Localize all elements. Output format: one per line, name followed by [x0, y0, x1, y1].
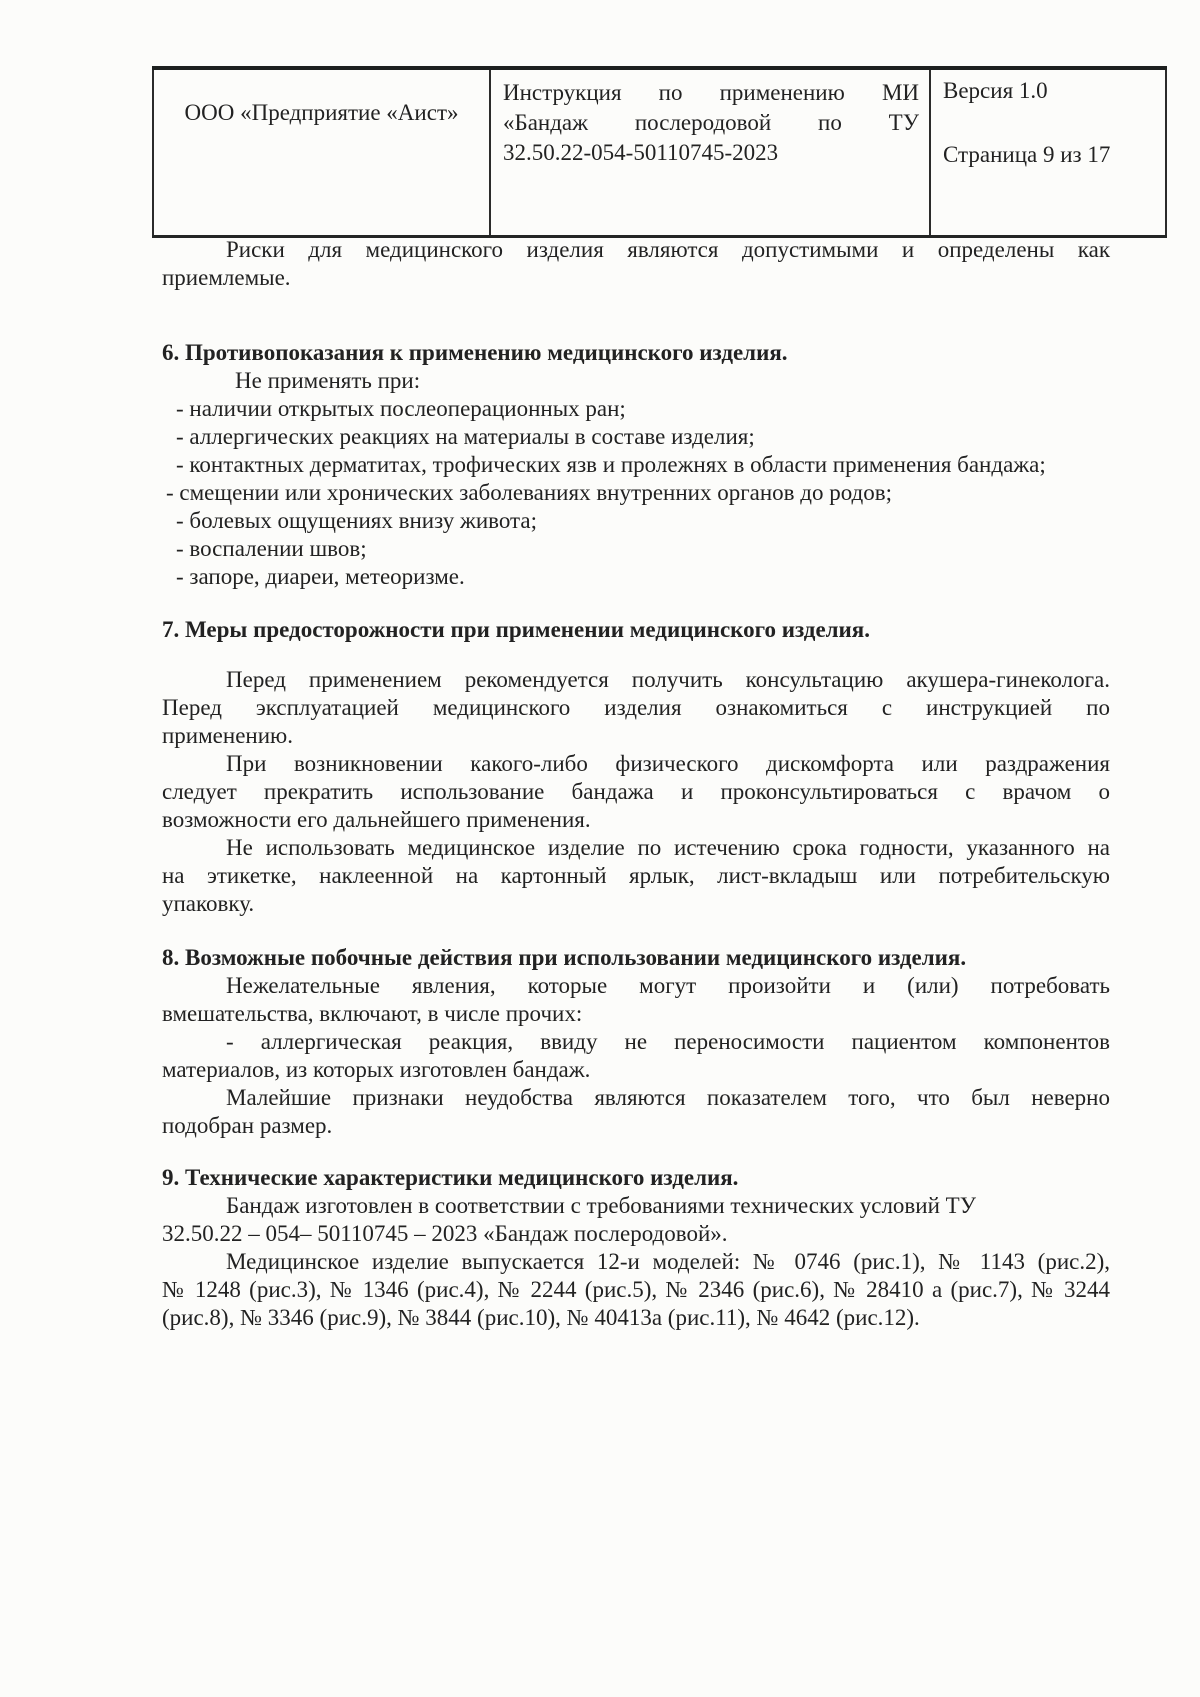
contraindication-item: - смещении или хронических заболеваниях внутренних органов до родов; — [166, 480, 893, 505]
intro-line: Риски для медицинского изделия являются допустимыми и определены как — [226, 237, 1110, 262]
section-6-heading: 6. Противопоказания к применению медицинского изделия. — [162, 340, 788, 365]
side-effects-line: вмешательства, включают, в числе прочих: — [162, 1001, 583, 1026]
section-7-heading: 7. Меры предосторожности при применении медицинского изделия. — [162, 617, 871, 642]
header-cell-company — [153, 68, 490, 237]
precautions-line: следует прекратить использование бандажа и проконсультироваться с врачом о — [162, 779, 1110, 804]
doc-title-line: «Бандаж послеродовой по ТУ — [503, 110, 919, 135]
side-effects-line: подобран размер. — [162, 1113, 333, 1138]
contraindication-item: - наличии открытых послеоперационных ран; — [176, 396, 626, 421]
side-effects-line: Малейшие признаки неудобства являются показателем того, что был неверно — [226, 1085, 1110, 1110]
side-effects-line: Нежелательные явления, которые могут произойти и (или) потребовать — [226, 973, 1110, 998]
header-cell-meta — [930, 68, 1166, 237]
tech-specs-line: Бандаж изготовлен в соответствии с требованиями технических условий ТУ — [226, 1193, 976, 1218]
intro-line: приемлемые. — [162, 265, 291, 290]
tech-specs-line: Медицинское изделие выпускается 12-и моделей: № 0746 (рис.1), № 1143 (рис.2), — [226, 1249, 1110, 1274]
doc-title-line: 32.50.22-054-50110745-2023 — [503, 140, 779, 165]
precautions-line: Перед эксплуатацией медицинского изделия ознакомиться с инструкцией по — [162, 695, 1110, 720]
tech-specs-line: 32.50.22 – 054– 50110745 – 2023 «Бандаж послеродовой». — [162, 1221, 728, 1246]
side-effects-line: - аллергическая реакция, ввиду не переносимости пациентом компонентов — [226, 1029, 1110, 1054]
tech-specs-line: № 1248 (рис.3), № 1346 (рис.4), № 2244 (рис.5), № 2346 (рис.6), № 28410 а (рис.7), № 3244 — [162, 1277, 1110, 1302]
precautions-line: упаковку. — [162, 891, 255, 916]
side-effects-line: материалов, из которых изготовлен бандаж. — [162, 1057, 591, 1082]
precautions-line: При возникновении какого-либо физического дискомфорта или раздражения — [226, 751, 1110, 776]
precautions-line: Не использовать медицинское изделие по истечению срока годности, указанного на — [226, 835, 1110, 860]
document-body — [162, 236, 1110, 1332]
precautions-line: на этикетке, наклеенной на картонный ярлык, лист-вкладыш или потребительскую — [162, 863, 1110, 888]
doc-title-line: Инструкция по применению МИ — [503, 80, 919, 105]
page-label: Страница 9 из 17 — [943, 142, 1111, 167]
version-label: Версия 1.0 — [943, 78, 1048, 103]
contraindication-item: - болевых ощущениях внизу живота; — [176, 508, 537, 533]
precautions-line: возможности его дальнейшего применения. — [162, 807, 591, 832]
section-8-heading: 8. Возможные побочные действия при использовании медицинского изделия. — [162, 945, 967, 970]
contraindication-item: - аллергических реакциях на материалы в составе изделия; — [176, 424, 755, 449]
tech-specs-line: (рис.8), № 3346 (рис.9), № 3844 (рис.10), № 40413а (рис.11), № 4642 (рис.12). — [162, 1305, 920, 1330]
header-table — [152, 66, 1167, 238]
contraindication-item: - запоре, диареи, метеоризме. — [176, 564, 465, 589]
contraindication-item: - воспалении швов; — [176, 536, 367, 561]
contraindications-lead: Не применять при: — [235, 368, 421, 393]
section-9-heading: 9. Технические характеристики медицинского изделия. — [162, 1165, 739, 1190]
contraindication-item: - контактных дерматитах, трофических язв и пролежнях в области применения бандажа; — [176, 452, 1046, 477]
header-cell-title — [490, 68, 930, 237]
precautions-line: применению. — [162, 723, 293, 748]
precautions-line: Перед применением рекомендуется получить консультацию акушера-гинеколога. — [226, 667, 1110, 692]
company-name: ООО «Предприятие «Аист» — [184, 100, 459, 125]
